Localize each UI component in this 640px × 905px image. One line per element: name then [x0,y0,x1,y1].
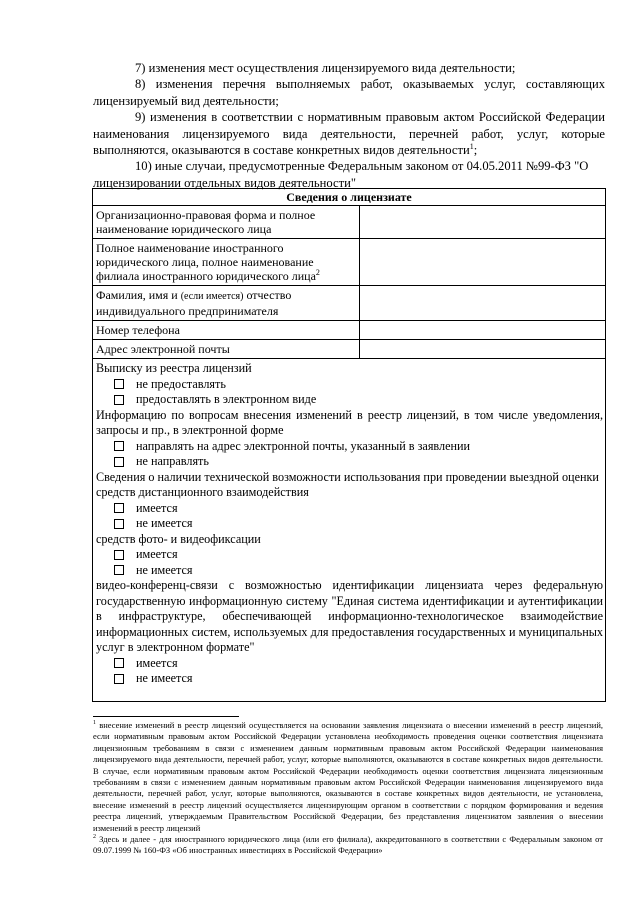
remote-option-no[interactable] [96,516,603,532]
extract-option-electronic-label: предоставлять в электронном виде [136,392,317,406]
footnote-1-mark: 1 [93,720,96,727]
info-option-email-label: направлять на адрес электронной почты, указанный в заявлении [136,438,471,453]
footnote-ref-2: 2 [315,268,320,277]
table-row [93,286,606,321]
email-label: Адрес электронной почты [93,340,360,359]
org-form-label: Организационно-правовая форма и полное наименование юридического лица [93,206,360,239]
video-option-yes[interactable] [96,656,603,672]
entrepreneur-name-label-b: отчество индивидуального предпринимателя [96,288,292,318]
foreign-entity-value[interactable] [360,239,606,286]
intro-list [93,60,605,191]
video-title: видео-конференц-связи с возможностью идентификации лицензиата через федеральную государственную информационную систему "Единая система идентификации и аутентификации в инфраструктуре, обеспечивающей информационно-технологическое взаимодействие информационных систем, используемых для предоставления государственных и муниципальных услуг в электронном формате" [96,578,603,654]
video-option-no[interactable] [96,671,603,687]
table-row [93,340,606,359]
licensee-table-header: Сведения о лицензиате [93,189,606,206]
info-option-email[interactable] [96,439,603,455]
checkbox[interactable] [114,457,124,467]
intro-item-10: 10) иные случаи, предусмотренные Федеральным законом от 04.05.2011 №99-ФЗ "О лицензировании отдельных видов деятельности" [93,159,589,190]
entrepreneur-name-label [93,286,360,321]
intro-item-7: 7) изменения мест осуществления лицензируемого вида деятельности; [135,61,516,75]
remote-title: средств дистанционного взаимодействия [96,485,309,499]
checkbox[interactable] [114,565,124,575]
remote-option-no-label: не имеется [136,516,193,530]
info-title: Информацию по вопросам внесения изменений в реестр лицензий, в том числе уведомления, запросы и пр., в электронной форме [96,407,603,437]
table-row [93,239,606,286]
extract-option-none-label: не предоставлять [136,376,226,391]
intro-item-9-text: 9) изменения в соответствии с нормативным правовым актом Российской Федерации наименования лицензируемого вида деятельности, перечней работ, услуг, которые выполняются, оказываются в составе конкретных видов деятельности [93,110,605,158]
extract-option-electronic[interactable] [96,392,603,408]
checkbox[interactable] [114,674,124,684]
photo-title: средств фото- и видеофиксации [96,531,261,546]
extract-option-none[interactable] [96,377,603,393]
info-option-none[interactable] [96,454,603,470]
checkbox[interactable] [114,658,124,668]
org-form-value[interactable] [360,206,606,239]
intro-item-9-end: ; [473,143,478,158]
remote-option-yes[interactable] [96,501,603,517]
options-box [92,358,606,702]
checkbox[interactable] [114,379,124,389]
table-row [93,321,606,340]
photo-option-no-label: не имеется [136,562,193,577]
phone-label: Номер телефона [93,321,360,340]
checkbox[interactable] [114,441,124,451]
entrepreneur-name-label-paren: (если имеется) [180,291,244,302]
foreign-entity-label [93,239,360,286]
email-value[interactable] [360,340,606,359]
info-option-none-label: не направлять [136,454,209,468]
footnote-divider [93,716,239,717]
footnote-2-mark: 2 [93,834,96,841]
footnote-1-text: внесение изменений в реестр лицензий осуществляется на основании заявления лицензиата о внесении изменений в реестр лицензий, если нормативным правовым актом Российской Федерации установлена необходимость проведения оценки соответствия лицензиата лицензионным требованиям в связи с изменением данным нормативным правовым актом Российской Федерации наименования лицензируемого вида деятельности, перечней работ, услуг, которые выполняются, оказываются в составе конкретных видов деятельности. В случае, если нормативным правовым актом Российской Федерации необходимость оценки соответствия лицензиата лицензионным требованиям в связи с изменением данным нормативным правовым актом Российской Федерации наименования лицензируемого вида деятельности, перечней работ, услуг, которые выполняются, оказываются в составе конкретных видов деятельности, не установлена, внесение изменений в реестр лицензий осуществляется лицензирующим органом в соответствии с порядком формирования и ведения реестра лицензий, утверждаемым Правительством Российской Федерации, без представления лицензиатом заявления о внесении изменений в реестр лицензий [93,720,603,833]
footnote-1 [93,720,603,834]
foreign-entity-label-text: Полное наименование иностранного юридического лица, полное наименование филиала иностранного юридического лица [96,241,316,283]
photo-option-no[interactable] [96,563,603,579]
remote-option-yes-label: имеется [136,500,178,515]
footnote-2 [93,834,603,857]
extract-title: Выписку из реестра лицензий [96,361,252,375]
entrepreneur-name-label-a: Фамилия, имя и [96,288,181,302]
video-option-no-label: не имеется [136,671,193,685]
photo-option-yes-label: имеется [136,547,178,561]
intro-item-8: 8) изменения перечня выполняемых работ, оказываемых услуг, составляющих лицензируемый вид деятельности; [93,77,605,108]
footnotes [93,720,603,857]
checkbox[interactable] [114,395,124,405]
checkbox[interactable] [114,503,124,513]
entrepreneur-name-value[interactable] [360,286,606,321]
photo-option-yes[interactable] [96,547,603,563]
footnote-2-text: Здесь и далее - для иностранного юридического лица (или его филиала), аккредитованного в соответствии с Федеральным законом от 09.07.1999 № 160-ФЗ «Об иностранных инвестициях в Российской Федерации» [93,834,603,856]
intro-item-9 [93,109,605,158]
footnote-ref-1: 1 [469,141,474,151]
checkbox[interactable] [114,550,124,560]
licensee-info-table [92,188,606,359]
video-option-yes-label: имеется [136,655,178,670]
checkbox[interactable] [114,519,124,529]
table-row [93,206,606,239]
tech-title: Сведения о наличии технической возможности использования при проведении выездной оценки [96,469,599,484]
phone-value[interactable] [360,321,606,340]
